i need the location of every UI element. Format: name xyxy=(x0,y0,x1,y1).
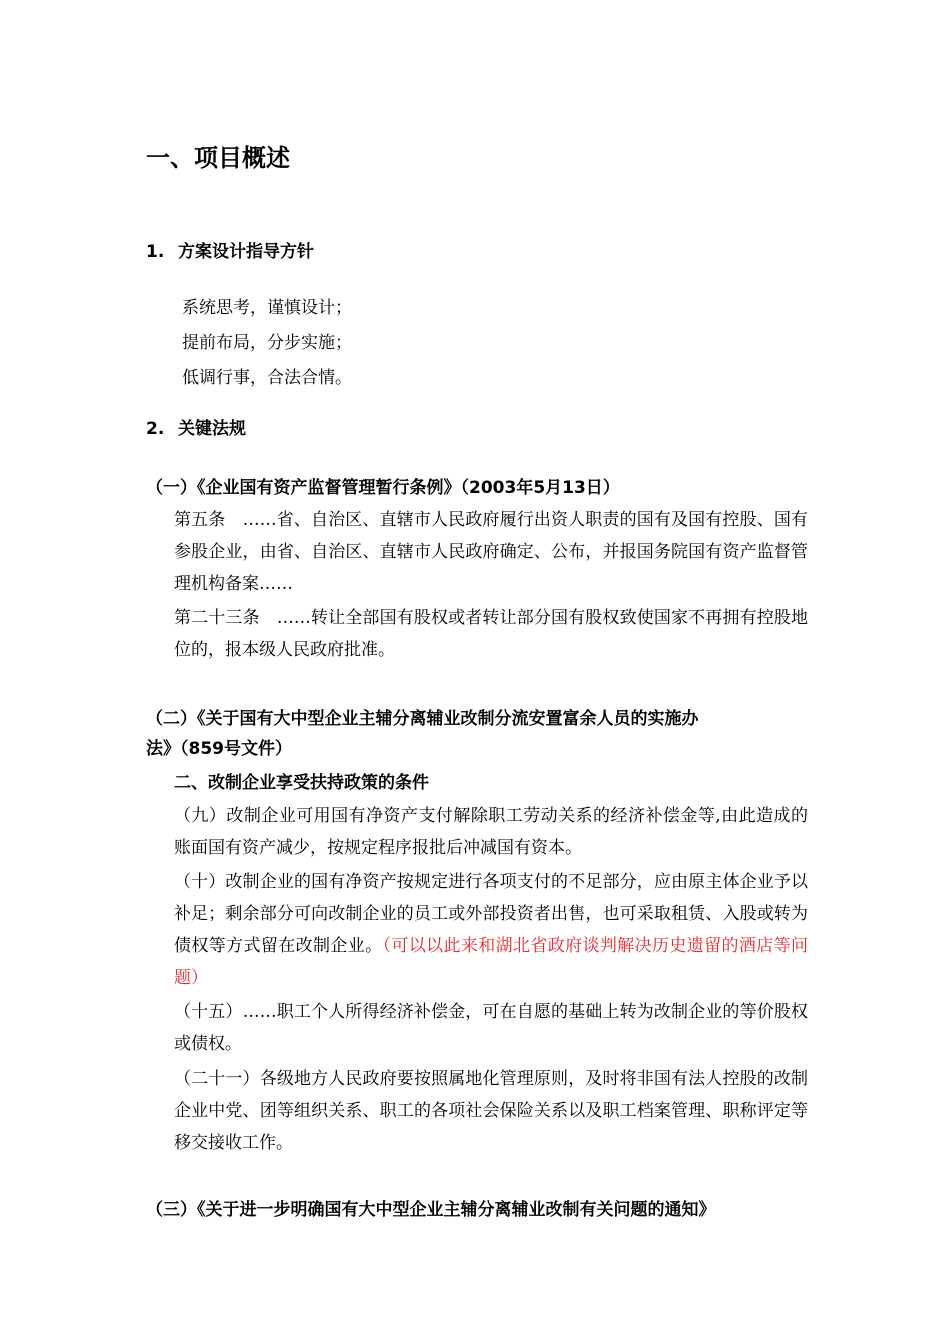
reg2-clause-9: （九）改制企业可用国有净资产支付解除职工劳动关系的经济补偿金等,由此造成的账面国有资产减少，按规定程序报批后冲减国有资本。 xyxy=(174,806,808,858)
reg2-clause-10 xyxy=(174,866,808,994)
principle-1: 系统思考，谨慎设计； xyxy=(182,298,352,318)
principle-3: 低调行事，合法合情。 xyxy=(182,368,352,388)
item1-number: 1. xyxy=(146,242,165,262)
reg1-heading: （一）《企业国有资产监督管理暂行条例》（2003年5月13日） xyxy=(146,478,620,498)
reg2-clause-21: （二十一）各级地方人民政府要按照属地化管理原则，及时将非国有法人控股的改制企业中党、团等组织关系、职工的各项社会保险关系以及职工档案管理、职称评定等移交接收工作。 xyxy=(174,1069,808,1153)
reg2-heading-line1: （二）《关于国有大中型企业主辅分离辅业改制分流安置富余人员的实施办 xyxy=(146,709,699,729)
reg2-clause-10-note: （可以以此来和湖北省政府谈判解决历史遗留的酒店等问题） xyxy=(174,936,808,988)
item2-title: 关键法规 xyxy=(178,419,246,439)
reg2-subheading: 二、改制企业享受扶持政策的条件 xyxy=(174,773,429,793)
reg2-heading-line2: 法》（859号文件） xyxy=(146,739,292,759)
reg2-clause-10-text: （十）改制企业的国有净资产按规定进行各项支付的不足部分，应由原主体企业予以补足；剩余部分可向改制企业的员工或外部投资者出售，也可采取租赁、入股或转为债权等方式留在改制企业。 xyxy=(174,872,808,956)
section-title: 一、项目概述 xyxy=(146,144,290,172)
reg1-article23: 第二十三条 ……转让全部国有股权或者转让部分国有股权致使国家不再拥有控股地位的，报本级人民政府批准。 xyxy=(174,608,808,660)
item1-heading xyxy=(146,240,314,264)
reg2-clause-15: （十五）……职工个人所得经济补偿金，可在自愿的基础上转为改制企业的等价股权或债权。 xyxy=(174,1002,808,1054)
principle-2: 提前布局，分步实施； xyxy=(182,333,352,353)
reg3-heading: （三）《关于进一步明确国有大中型企业主辅分离辅业改制有关问题的通知》 xyxy=(146,1200,716,1220)
item2-heading xyxy=(146,417,246,441)
reg1-article5: 第五条 ……省、自治区、直辖市人民政府履行出资人职责的国有及国有控股、国有参股企业，由省、自治区、直辖市人民政府确定、公布，并报国务院国有资产监督管理机构备案…… xyxy=(174,510,808,594)
item1-title: 方案设计指导方针 xyxy=(178,242,314,262)
item2-number: 2. xyxy=(146,419,165,439)
